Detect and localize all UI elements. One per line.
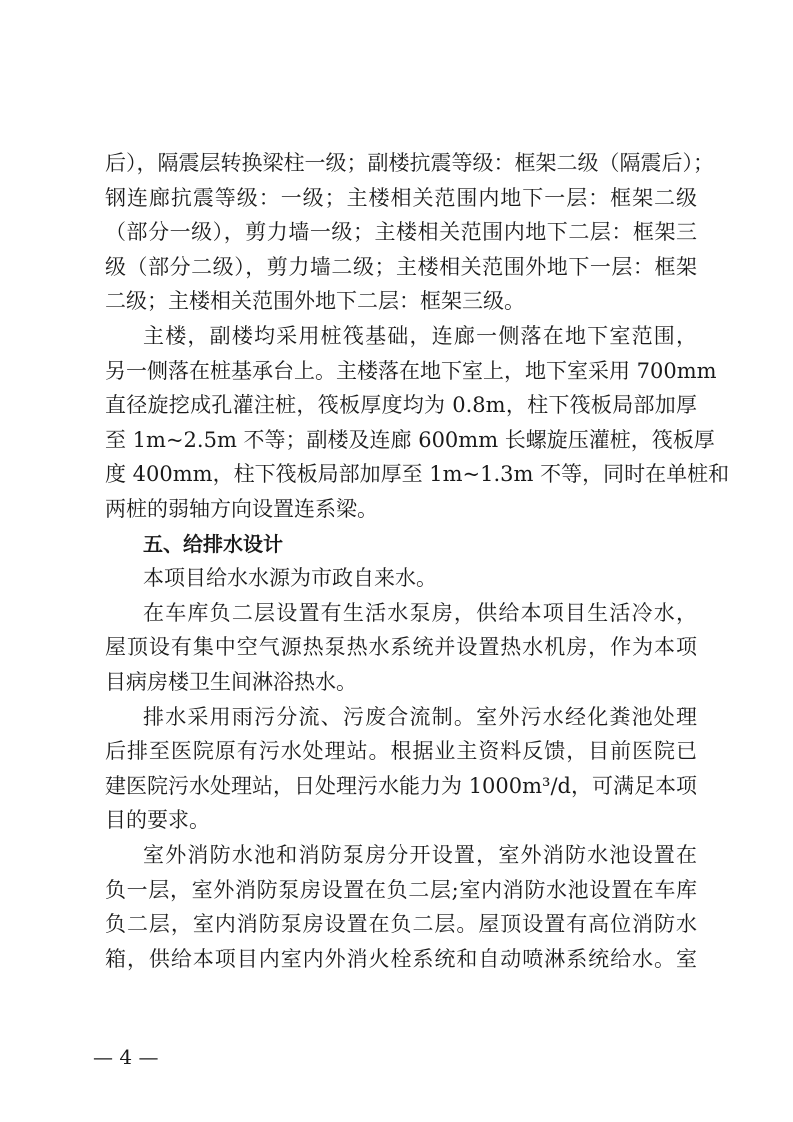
text-line: 至 1m~2.5m 不等；副楼及连廊 600mm 长螺旋压灌桩，筏板厚 bbox=[105, 427, 715, 452]
text-line: 主楼，副楼均采用桩筏基础，连廊一侧落在地下室范围， bbox=[143, 324, 697, 348]
text-line: 二级；主楼相关范围外地下二层：框架三级。 bbox=[105, 289, 525, 314]
text-line: 目病房楼卫生间淋浴热水。 bbox=[105, 670, 357, 694]
text-line: 钢连廊抗震等级：一级；主楼相关范围内地下一层：框架二级 bbox=[105, 185, 697, 210]
text-line: 度 400mm，柱下筏板局部加厚至 1m~1.3m 不等，同时在单桩和 bbox=[105, 462, 730, 487]
text-line: 排水采用雨污分流、污废合流制。室外污水经化粪池处理 bbox=[143, 704, 697, 729]
text-line: 箱，供给本项目内室内外消火栓系统和自动喷淋系统给水。室 bbox=[105, 946, 697, 971]
text-line: 直径旋挖成孔灌注桩，筏板厚度均为 0.8m，柱下筏板局部加厚 bbox=[105, 393, 697, 418]
text-line: 目的要求。 bbox=[105, 808, 210, 833]
section-heading: 五、给排水设计 bbox=[143, 531, 283, 556]
text-line: 两桩的弱轴方向设置连系梁。 bbox=[105, 497, 378, 521]
text-line: 负二层，室内消防泵房设置在负二层。屋顶设置有高位消防水 bbox=[105, 912, 697, 937]
text-line: 屋顶设有集中空气源热泵热水系统并设置热水机房，作为本项 bbox=[105, 635, 697, 660]
text-line: 建医院污水处理站，日处理污水能力为 1000m³/d，可满足本项 bbox=[105, 773, 697, 798]
text-line: 后），隔震层转换梁柱一级；副楼抗震等级：框架二级（隔震后）； bbox=[105, 151, 714, 175]
text-line: 室外消防水池和消防泵房分开设置，室外消防水池设置在 bbox=[143, 843, 697, 867]
text-line: 本项目给水水源为市政自来水。 bbox=[143, 566, 437, 591]
text-line: 在车库负二层设置有生活水泵房，供给本项目生活冷水， bbox=[143, 600, 697, 625]
text-line: （部分一级），剪力墙一级；主楼相关范围内地下二层：框架三 bbox=[105, 220, 697, 245]
text-line: 另一侧落在桩基承台上。主楼落在地下室上，地下室采用 700mm bbox=[105, 358, 717, 383]
page-number: — 4 — bbox=[93, 1045, 159, 1069]
text-line: 负一层，室外消防泵房设置在负二层;室内消防水池设置在车库 bbox=[105, 877, 697, 902]
text-line: 级（部分二级），剪力墙二级；主楼相关范围外地下一层：框架 bbox=[105, 254, 697, 279]
text-line: 后排至医院原有污水处理站。根据业主资料反馈，目前医院已 bbox=[105, 739, 697, 764]
